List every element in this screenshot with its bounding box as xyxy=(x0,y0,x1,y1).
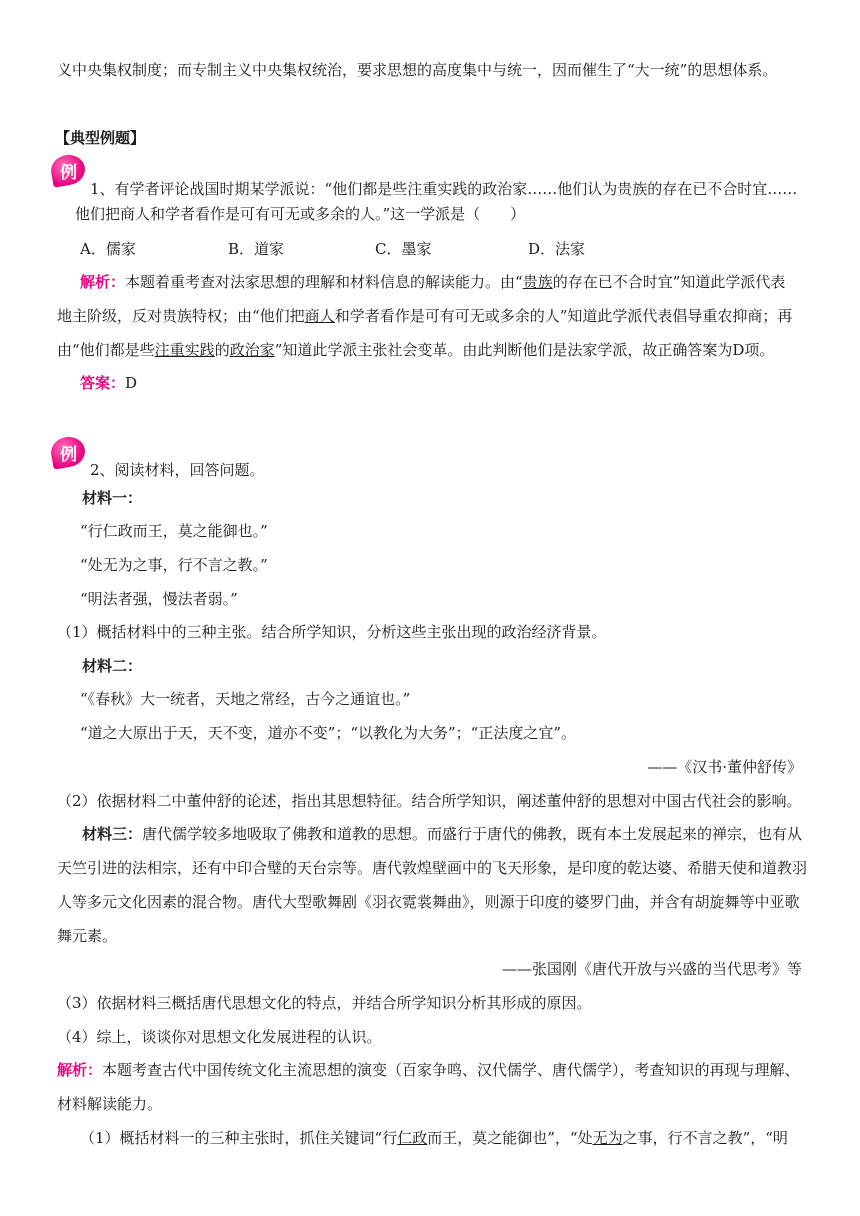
example-badge-icon: 例 xyxy=(49,434,88,469)
intro-text: 义中央集权制度；而专制主义中央集权统治，要求思想的高度集中与统一，因而催生了“大一统”的思想体系。 xyxy=(57,61,778,79)
q1-answer-label: 答案： xyxy=(80,374,126,392)
q2-analysis-point1: （1）概括材料一的三种主张时，抓住关键词“行仁政而王，莫之能御也”，“处无为之事，行不言之教”，“明 xyxy=(80,1129,788,1147)
q2-material3-source: ——张国刚《唐代开放与兴盛的当代思考》等 xyxy=(501,960,802,978)
q1-option-c: C．墨家 xyxy=(375,240,432,258)
q2-sub-question3: （3）依据材料三概括唐代思想文化的特点，并结合所学知识分析其形成的原因。 xyxy=(57,994,592,1012)
q2-material1-quote1: “行仁政而王，莫之能御也。” xyxy=(80,522,268,540)
q1-answer-value: D xyxy=(125,374,138,392)
q2-sub-question2: （2）依据材料二中董仲舒的论述，指出其思想特征。结合所学知识，阐述董仲舒的思想对中国古代社会的影响。 xyxy=(57,792,802,810)
q1-stem-line2: 他们把商人和学者看作是可有可无或多余的人。”这一学派是（ ） xyxy=(75,205,526,223)
q2-material3-title: 材料三： xyxy=(82,825,143,843)
q2-material2-source: ——《汉书·董仲舒传》 xyxy=(647,758,802,776)
q1-option-b: B．道家 xyxy=(228,240,285,258)
q2-sub-question1: （1）概括材料中的三种主张。结合所学知识，分析这些主张出现的政治经济背景。 xyxy=(57,623,607,641)
q2-material2-title: 材料二： xyxy=(82,657,143,675)
q2-material1-quote2: “处无为之事，行不言之教。” xyxy=(80,556,268,574)
q1-answer xyxy=(80,372,137,394)
q1-analysis-line2: 地主阶级，反对贵族特权；由“他们把商人和学者看作是可有可无或多余的人”知道此学派代表倡导重农抑商；再 xyxy=(57,307,793,325)
q1-option-a: A．儒家 xyxy=(80,240,136,258)
q1-analysis-label: 解析： xyxy=(80,273,126,291)
q2-analysis-label: 解析： xyxy=(57,1061,103,1079)
q1-stem-line1: 1、有学者评论战国时期某学派说：“他们都是些注重实践的政治家……他们认为贵族的存在已不合时宜…… xyxy=(90,180,798,198)
q2-material3-line3: 人等多元文化因素的混合物。唐代大型歌舞剧《羽衣霓裳舞曲》，则源于印度的婆罗门曲，并含有胡旋舞等中亚歌 xyxy=(57,893,800,911)
q2-material1-title: 材料一： xyxy=(82,489,143,507)
q2-analysis-line1: 解析：本题考查古代中国传统文化主流思想的演变（百家争鸣、汉代儒学、唐代儒学），考查知识的再现与理解、 xyxy=(57,1061,800,1079)
q2-material3-line2: 天竺引进的法相宗，还有中印合璧的天台宗等。唐代敦煌壁画中的飞天形象，是印度的乾达婆、希腊天使和道教羽 xyxy=(57,859,808,877)
q2-material2-quote1: “《春秋》大一统者，天地之常经，古今之通谊也。” xyxy=(80,690,411,708)
q1-option-d: D．法家 xyxy=(528,240,586,258)
q2-stem: 2、阅读材料，回答问题。 xyxy=(90,461,265,479)
q1-analysis-line3: 由“他们都是些注重实践的政治家”知道此学派主张社会变革。由此判断他们是法家学派，故正确答案为D项。 xyxy=(57,341,775,359)
q2-sub-question4: （4）综上，谈谈你对思想文化发展进程的认识。 xyxy=(57,1028,382,1046)
example-badge-icon: 例 xyxy=(49,152,88,187)
q1-analysis-line1: 解析：本题着重考查对法家思想的理解和材料信息的解读能力。由“贵族的存在已不合时宜”知道此学派代表 xyxy=(80,273,786,291)
q2-analysis-line2: 材料解读能力。 xyxy=(57,1095,163,1113)
q2-material2-quote2: “道之大原出于天，天不变，道亦不变”；“以教化为大务”；“正法度之宜”。 xyxy=(80,724,577,742)
q2-material3-line4: 舞元素。 xyxy=(57,927,118,945)
q2-material1-quote3: “明法者强，慢法者弱。” xyxy=(80,590,238,608)
q2-material3-line1: 材料三：唐代儒学较多地吸取了佛教和道教的思想。而盛行于唐代的佛教，既有本土发展起来的禅宗，也有从 xyxy=(82,825,803,843)
section-title: 【典型例题】 xyxy=(55,129,146,147)
